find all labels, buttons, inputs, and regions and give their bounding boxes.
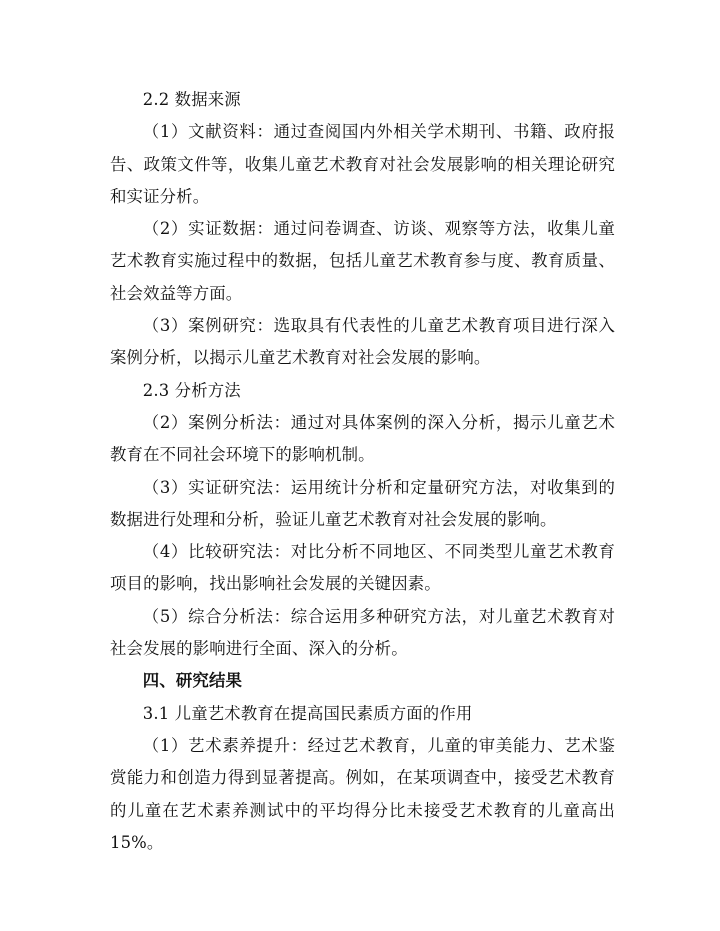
paragraph-empirical-data: （2）实证数据：通过问卷调查、访谈、观察等方法，收集儿童艺术教育实施过程中的数据，包括儿童艺术教育参与度、教育质量、社会效益等方面。 — [110, 219, 615, 303]
paragraph-comprehensive-analysis: （5）综合分析法：综合运用多种研究方法，对儿童艺术教育对社会发展的影响进行全面、深入的分析。 — [110, 606, 615, 659]
paragraph-case-study: （3）案例研究：选取具有代表性的儿童艺术教育项目进行深入案例分析，以揭示儿童艺术教育对社会发展的影响。 — [110, 316, 615, 368]
section-heading-2-3: 2.3 分析方法 — [142, 380, 241, 400]
paragraph-literature: （1）文献资料：通过查阅国内外相关学术期刊、书籍、政府报告、政策文件等，收集儿童艺术教育对社会发展影响的相关理论研究和实证分析。 — [110, 122, 615, 206]
paragraph-empirical-research: （3）实证研究法：运用统计分析和定量研究方法，对收集到的数据进行处理和分析，验证儿童艺术教育对社会发展的影响。 — [110, 477, 615, 529]
paragraph-art-literacy: （1）艺术素养提升：经过艺术教育，儿童的审美能力、艺术鉴赏能力和创造力得到显著提高。例如，在某项调查中，接受艺术教育的儿童在艺术素养测试中的平均得分比未接受艺术教育的儿童高出 15%。 — [110, 735, 615, 852]
paragraph-comparative-research: （4）比较研究法：对比分析不同地区、不同类型儿童艺术教育项目的影响，找出影响社会发展的关键因素。 — [110, 542, 615, 594]
section-heading-3-1: 3.1 儿童艺术教育在提高国民素质方面的作用 — [142, 703, 473, 723]
section-heading-2-2: 2.2 数据来源 — [142, 90, 241, 109]
chapter-heading-results: 四、研究结果 — [142, 671, 243, 691]
paragraph-case-analysis: （2）案例分析法：通过对具体案例的深入分析，揭示儿童艺术教育在不同社会环境下的影响机制。 — [110, 412, 615, 465]
document-body — [110, 84, 615, 859]
